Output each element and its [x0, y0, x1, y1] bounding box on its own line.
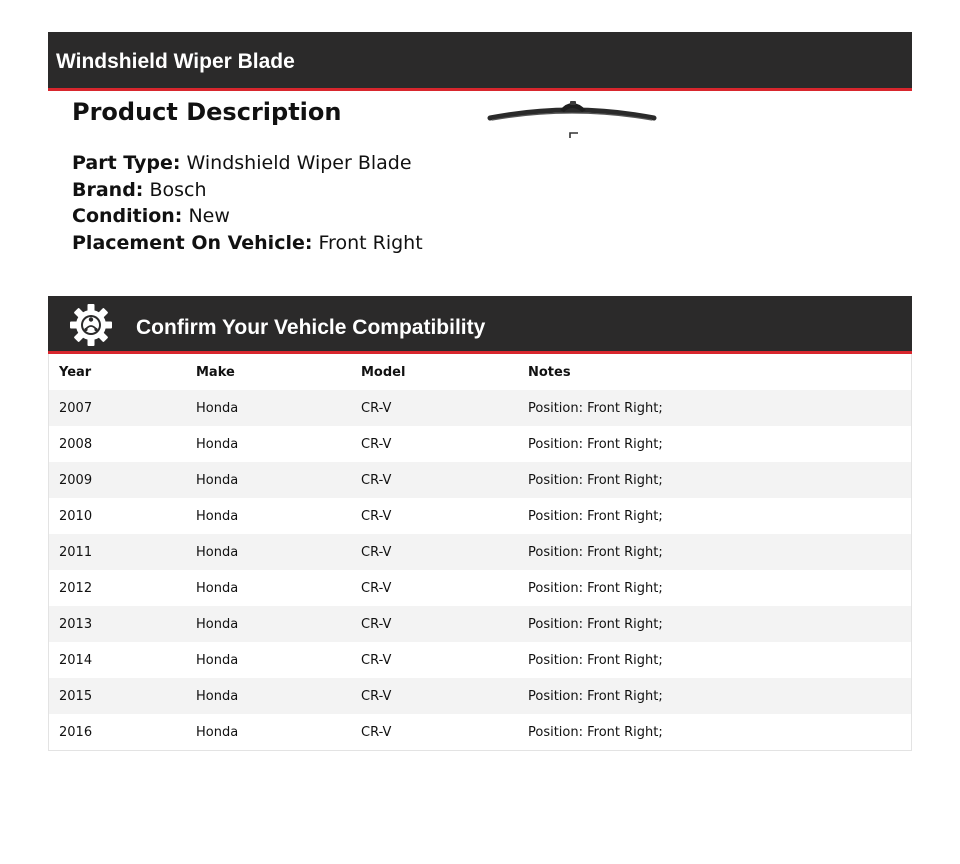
- cell-make: Honda: [186, 642, 351, 678]
- spec-part-type: [72, 150, 492, 177]
- cell-year: 2011: [49, 534, 186, 570]
- spec-placement: [72, 230, 492, 257]
- cell-notes: Position: Front Right;: [518, 606, 911, 642]
- spec-list: [72, 150, 492, 256]
- description-heading: Product Description: [72, 98, 342, 126]
- cell-make: Honda: [186, 462, 351, 498]
- cell-year: 2015: [49, 678, 186, 714]
- cell-make: Honda: [186, 606, 351, 642]
- table-row: [49, 642, 911, 678]
- wiper-blade-image: [486, 96, 658, 146]
- table-header-row: [49, 354, 911, 390]
- cell-model: CR-V: [351, 462, 518, 498]
- cell-model: CR-V: [351, 426, 518, 462]
- cell-notes: Position: Front Right;: [518, 570, 911, 606]
- cell-notes: Position: Front Right;: [518, 426, 911, 462]
- table-row: [49, 606, 911, 642]
- cell-make: Honda: [186, 498, 351, 534]
- spec-label: Brand:: [72, 178, 144, 201]
- cell-year: 2007: [49, 390, 186, 426]
- gear-icon: [70, 304, 112, 346]
- column-header-make: Make: [186, 354, 351, 390]
- cell-make: Honda: [186, 678, 351, 714]
- table-row: [49, 678, 911, 714]
- product-description: [72, 96, 492, 256]
- spec-value: Bosch: [149, 178, 207, 201]
- compatibility-header-bar: [48, 296, 912, 354]
- cell-notes: Position: Front Right;: [518, 462, 911, 498]
- spec-condition: [72, 203, 492, 230]
- column-header-model: Model: [351, 354, 518, 390]
- table-row: [49, 714, 911, 750]
- cell-year: 2014: [49, 642, 186, 678]
- cell-model: CR-V: [351, 570, 518, 606]
- compatibility-title: Confirm Your Vehicle Compatibility: [136, 316, 486, 339]
- cell-make: Honda: [186, 426, 351, 462]
- cell-year: 2010: [49, 498, 186, 534]
- table-row: [49, 462, 911, 498]
- table-row: [49, 390, 911, 426]
- cell-make: Honda: [186, 570, 351, 606]
- cell-model: CR-V: [351, 642, 518, 678]
- cell-model: CR-V: [351, 678, 518, 714]
- column-header-year: Year: [49, 354, 186, 390]
- column-header-notes: Notes: [518, 354, 911, 390]
- spec-label: Part Type:: [72, 152, 181, 174]
- cell-notes: Position: Front Right;: [518, 714, 911, 750]
- cell-model: CR-V: [351, 498, 518, 534]
- spec-brand: [72, 177, 492, 204]
- table-row: [49, 498, 911, 534]
- spec-value: New: [188, 205, 230, 227]
- cell-year: 2012: [49, 570, 186, 606]
- cell-make: Honda: [186, 534, 351, 570]
- product-header-bar: [48, 32, 912, 91]
- cell-notes: Position: Front Right;: [518, 390, 911, 426]
- spec-value: Windshield Wiper Blade: [186, 152, 412, 174]
- cell-make: Honda: [186, 390, 351, 426]
- table-row: [49, 570, 911, 606]
- cell-notes: Position: Front Right;: [518, 678, 911, 714]
- spec-label: Condition:: [72, 205, 183, 227]
- cell-make: Honda: [186, 714, 351, 750]
- cell-year: 2009: [49, 462, 186, 498]
- table-row: [49, 426, 911, 462]
- cell-notes: Position: Front Right;: [518, 534, 911, 570]
- cell-year: 2016: [49, 714, 186, 750]
- cell-notes: Position: Front Right;: [518, 498, 911, 534]
- cell-year: 2013: [49, 606, 186, 642]
- table-row: [49, 534, 911, 570]
- cell-year: 2008: [49, 426, 186, 462]
- cell-model: CR-V: [351, 534, 518, 570]
- spec-value: Front Right: [318, 231, 423, 254]
- spec-label: Placement On Vehicle:: [72, 231, 313, 254]
- product-title: Windshield Wiper Blade: [56, 50, 295, 73]
- cell-model: CR-V: [351, 390, 518, 426]
- cell-model: CR-V: [351, 714, 518, 750]
- compatibility-table: [48, 354, 912, 751]
- cell-model: CR-V: [351, 606, 518, 642]
- cell-notes: Position: Front Right;: [518, 642, 911, 678]
